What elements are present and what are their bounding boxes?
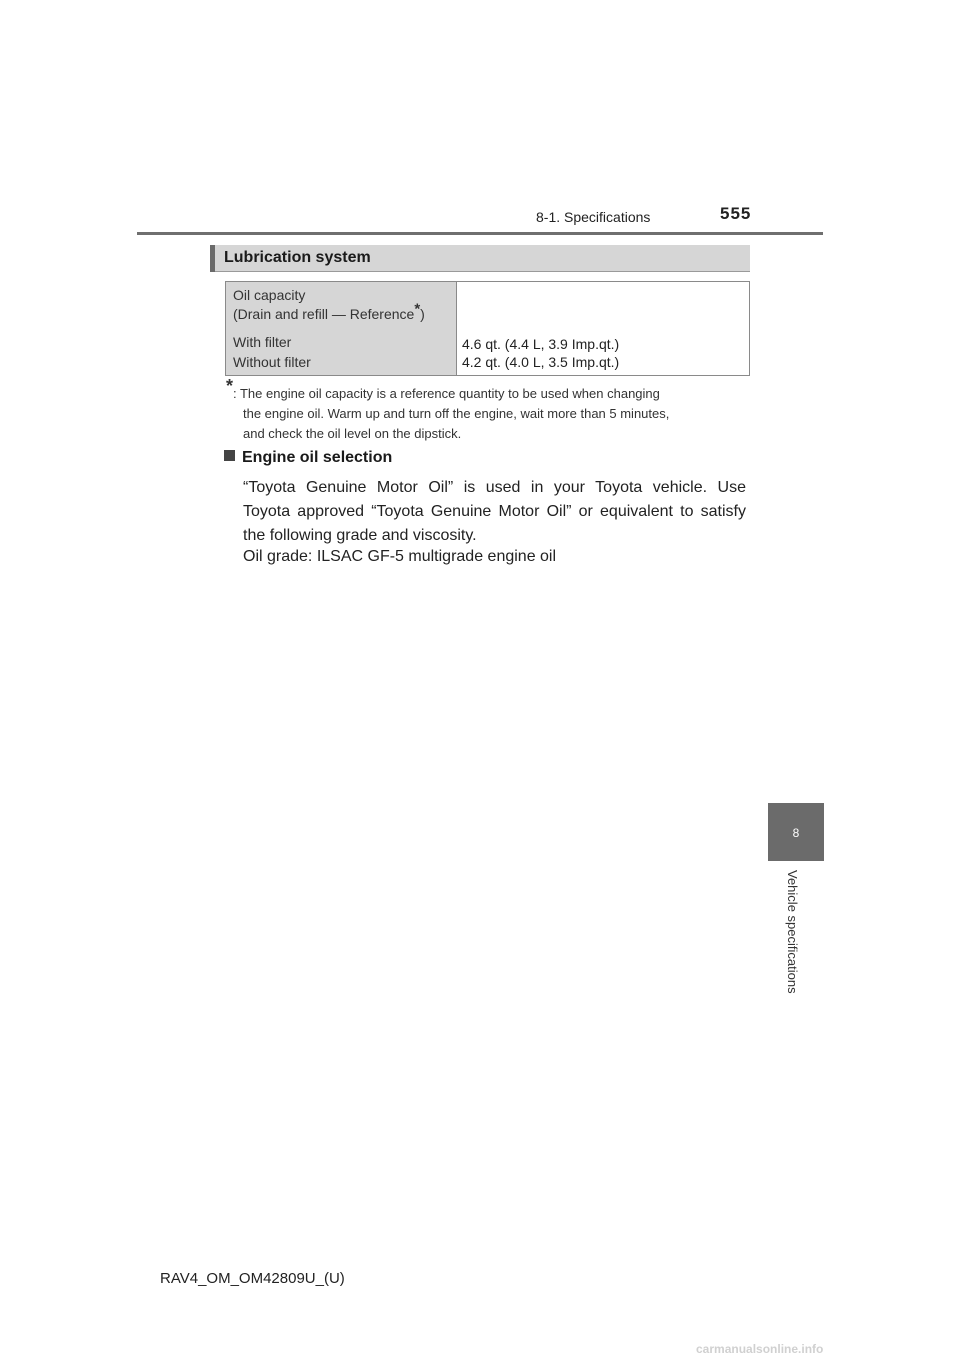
drain-refill-prefix: (Drain and refill	[233, 306, 332, 322]
reference-text: Reference	[345, 306, 415, 322]
footnote-line: the engine oil. Warm up and turn off the engine, wait more than 5 minutes,	[243, 406, 670, 421]
engine-oil-heading	[224, 449, 392, 467]
oil-capacity-table	[225, 281, 750, 376]
chapter-number: 8	[792, 826, 800, 840]
footnote-line: and check the oil level on the dipstick.	[243, 426, 462, 441]
engine-oil-paragraph	[243, 476, 746, 548]
section-heading-bar	[210, 245, 750, 272]
table-row: With filter	[233, 334, 292, 350]
page-number: 555	[720, 204, 752, 223]
paragraph-line: “Toyota Genuine Motor Oil” is used in your Toyota vehicle. Use	[243, 479, 746, 496]
document-code: RAV4_OM_OM42809U_(U)	[160, 1270, 345, 1287]
drain-refill-dash: —	[331, 306, 346, 322]
without-filter-value: 4.2 qt. (4.0 L, 3.5 Imp.qt.)	[462, 354, 620, 370]
chapter-label: Vehicle specifications	[785, 870, 800, 994]
drain-refill-suffix: )	[420, 306, 425, 322]
footnote-asterisk: *	[226, 376, 234, 396]
table-row: Without filter	[233, 354, 311, 370]
reference-asterisk: *	[414, 300, 421, 318]
table-label-cell	[226, 282, 457, 375]
paragraph-line: Toyota approved “Toyota Genuine Motor Oil” or equivalent to satisfy	[243, 503, 746, 520]
paragraph-line: the following grade and viscosity.	[243, 527, 477, 544]
section-header: 8-1. Specifications	[536, 209, 651, 225]
drain-refill-label	[233, 300, 425, 322]
header-divider	[137, 232, 823, 235]
section-heading-accent	[210, 245, 215, 272]
table-value-cell	[457, 282, 749, 375]
footnote-line: : The engine oil capacity is a reference quantity to be used when changing	[233, 386, 660, 401]
engine-oil-heading-text: Engine oil selection	[242, 449, 393, 466]
watermark: carmanualsonline.info	[696, 1342, 824, 1356]
chapter-tab	[768, 803, 824, 861]
oil-capacity-label: Oil capacity	[233, 287, 306, 303]
oil-grade-text: Oil grade: ILSAC GF-5 multigrade engine oil	[243, 548, 557, 565]
with-filter-value: 4.6 qt. (4.4 L, 3.9 Imp.qt.)	[462, 336, 620, 352]
section-title: Lubrication system	[224, 249, 371, 266]
bullet-square-icon	[224, 450, 235, 461]
